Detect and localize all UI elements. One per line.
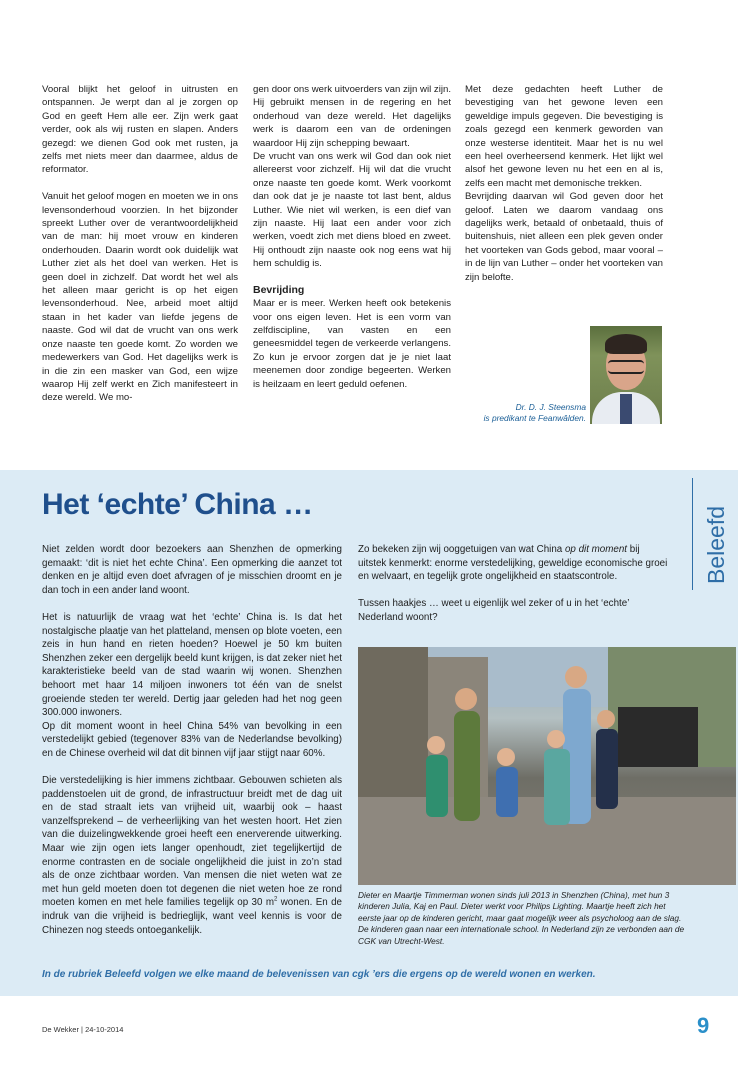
- footer-source: De Wekker | 24-10-2014: [42, 1025, 124, 1034]
- family-photo-caption: Dieter en Maartje Timmerman wonen sinds juli 2013 in Shenzhen (China), met hun 3 kinderen Julia, Kaj en Paul. Dieter werkt voor Philips Lighting. Maartje heeft zich het eerste jaar op de kinderen gericht, maar gaat mogelijk weer als psycholoog aan de slag. De kinderen gaan naar een internationale school. In Nederland zijn ze verbonden aan de CGK van Utrecht-West.: [358, 890, 685, 946]
- portrait-tie: [620, 394, 632, 424]
- person-head: [565, 666, 587, 688]
- family-photo: [358, 647, 736, 885]
- person-head: [455, 688, 477, 710]
- paragraph-text: bij uitstek kenmerkt: enorme verstedelijking, geweldige economische groei en welvaart, en tegelijk grote ongelijkheid en staatscontrole.: [358, 544, 668, 583]
- paragraph: [358, 543, 670, 584]
- family-photo-illustration: [358, 647, 736, 885]
- paragraph: Tussen haakjes … weet u eigenlijk wel zeker of u in het ‘echte’ Nederland woont?: [358, 598, 630, 623]
- article1-column-1: [42, 83, 238, 405]
- author-portrait: [590, 326, 662, 424]
- author-role: is predikant te Feanwâlden.: [483, 413, 586, 423]
- person-head: [547, 730, 565, 748]
- paragraph-text: Zo bekeken zijn wij ooggetuigen van wat China: [358, 544, 565, 555]
- paragraph: Vanuit het geloof mogen en moeten we in ons levensonderhoud voorzien. In het bijzonder spreekt Luther over de verantwoordelijkheid van de man: hij moet vrouw en kinderen onderhouden. Daarin wordt ook duidelijk wat Luther ziet als het doel van werken. Het is geen doel in zichzelf. Dat wordt het wel als het alleen maar gericht is op het eigen levensonderhoud. Nee, arbeid moet altijd staan in het kader van liefde jegens de naaste. God wil dat de vrucht van ons werk onze naaste ten goede komt. Zo worden we medewerkers van God. Het dagelijks werk is in die zin een masker van God, een wijze waarop Hij zelf werkt en Zich manifesteert in deze wereld. We mo-: [42, 191, 238, 404]
- person-head: [597, 710, 615, 728]
- paragraph: gen door ons werk uitvoerders van zijn wil zijn. Hij gebruikt mensen in de regering en het onderhoud van deze wereld. Het dagelijks werk is daarom een van de ordeningen waardoor Hij zijn schepping bewaart.: [253, 84, 451, 149]
- bystander: [596, 729, 618, 809]
- person-mother: [454, 711, 480, 821]
- emphasis: op dit moment: [564, 544, 628, 555]
- subheading: Bevrijding: [253, 283, 305, 296]
- paragraph: Bevrijding daarvan wil God geven door het geloof. Laten we daarom vandaag ons dagelijks werk, betaald of onbetaald, thuis of buitenshuis, niet alleen een plek geven onder het voorteken van Gods gebod, maar vooral – in de lijn van Luther – onder het voorteken van zijn belofte.: [465, 191, 663, 283]
- paragraph-text: Die verstedelijking is hier immens zichtbaar. Gebouwen schieten als paddenstoelen uit de grond, de infrastructuur breidt met de dag uit en de stad straalt iets van vrijheid uit, waarbij ook – haast vanzelfsprekend – de verheerlijking van het westen hoort. Het zien van die duizelingwekkende groei heeft een enerverende uitwerking. Maar wie zijn ogen iets langer openhoudt, ziet tegelijkertijd de enorme contrasten en de sociale ongelijkheid die juist in zo’n stad als de onze zichtbaar worden. Van mensen die niet weten wat ze met hun geld moeten doen tot degenen die niet weten hoe ze rond moeten komen en met hele families tegelijk op 30 m: [42, 775, 342, 909]
- paragraph-text: wonen. En de indruk van die vrijheid is bedrieglijk, want veel kennis is voor de Chinezen nog steeds ontoegankelijk.: [42, 897, 342, 936]
- article2-column-1: [42, 543, 342, 937]
- page-number: 9: [697, 1013, 710, 1038]
- person-head: [497, 748, 515, 766]
- person-head: [427, 736, 445, 754]
- car: [618, 707, 698, 767]
- paragraph: Niet zelden wordt door bezoekers aan Shenzhen de opmerking gemaakt: ‘dit is niet het echte China’. Een opmerking die aanzet tot denken en je altijd even doet afvragen of je misschien droomt en je dan toch in een ander land woont.: [42, 544, 342, 596]
- author-caption: [470, 402, 586, 424]
- paragraph: [42, 774, 342, 937]
- paragraph: Vooral blijkt het geloof in uitrusten en ontspannen. Je werpt dan al je zorgen op God en geeft Hem alle eer. Zijn werk gaat verder, ook als wij rusten en slapen. Anders gezegd: we dienen God ook met rusten, ja zelfs met niets meer dan daarmee, aldus de reformator.: [42, 84, 238, 176]
- article1-column-3: [465, 83, 663, 284]
- portrait-glasses: [608, 360, 644, 374]
- portrait-hair: [605, 334, 647, 354]
- paragraph: Maar er is meer. Werken heeft ook betekenis voor ons eigen leven. Het is een vorm van zelfdiscipline, van vasten en een geneesmiddel tegen de verkeerde verlangens. Zo kun je ervoor zorgen dat je je niet laat meenemen door zondige begeerten. Werken is heilzaam en leert geduld oefenen.: [253, 298, 451, 390]
- child-3: [544, 749, 570, 825]
- paragraph: De vrucht van ons werk wil God dan ook niet allereerst voor zichzelf. Hij wil dat die vrucht onze naaste ten goede komt. Werk voorkomt dan ook dat je je naaste tot last bent, aldus Luther. Wie niet wil werken, is een dief van zijn naaste. Hij laat een ander voor zich werken, voedt zich met diens bloed en zweet. Hij onthoudt zijn naaste ook nog eens wat hij hem schuldig is.: [253, 151, 451, 270]
- rubriek-note: In de rubriek Beleefd volgen we elke maand de belevenissen van cgk ’ers die ergens op de wereld wonen en werken.: [42, 969, 596, 980]
- section-tab-label: Beleefd: [703, 505, 729, 584]
- article1-column-2: [253, 83, 451, 391]
- article2-column-2: [358, 543, 670, 625]
- superscript: 2: [274, 897, 278, 904]
- paragraph: Het is natuurlijk de vraag wat het ‘echte’ China is. Is dat het nostalgische plaatje van het platteland, mensen op blote voeten, een zeis in hun hand en rieten hoeden? Hoewel je 50 km buiten Shenzhen zeker een dergelijk beeld kunt krijgen, is dat zeker niet het karakteristieke beeld van de stad waarin wij wonen. Shenzhen behoort met haar 14 miljoen inwoners tot één van de snelst groeiende steden ter wereld. Dertig jaar geleden had het nog geen 300.000 inwoners.: [42, 611, 342, 719]
- child-1: [426, 755, 448, 817]
- author-name: Dr. D. J. Steensma: [515, 402, 586, 412]
- paragraph: Op dit moment woont in heel China 54% van bevolking in een verstedelijkt gebied (tegenover 83% van de Nederlandse bevolking) en de Chinese overheid wil dat dit binnen vijf jaar stijgt naar 60%.: [42, 720, 342, 759]
- article2-headline: Het ‘echte’ China …: [42, 488, 313, 521]
- child-2: [496, 767, 518, 817]
- paragraph: Met deze gedachten heeft Luther de bevestiging van het gewone leven een geweldige impuls gegeven. Die bevestiging is zoals gezegd een kenmerk geworden van onze westerse identiteit. Maar het is nu wel een heel overheersend kenmerk. Het lijkt wel alsof het gewone leven nu het een en al is, zelfs een macht met demonische trekken.: [465, 84, 663, 189]
